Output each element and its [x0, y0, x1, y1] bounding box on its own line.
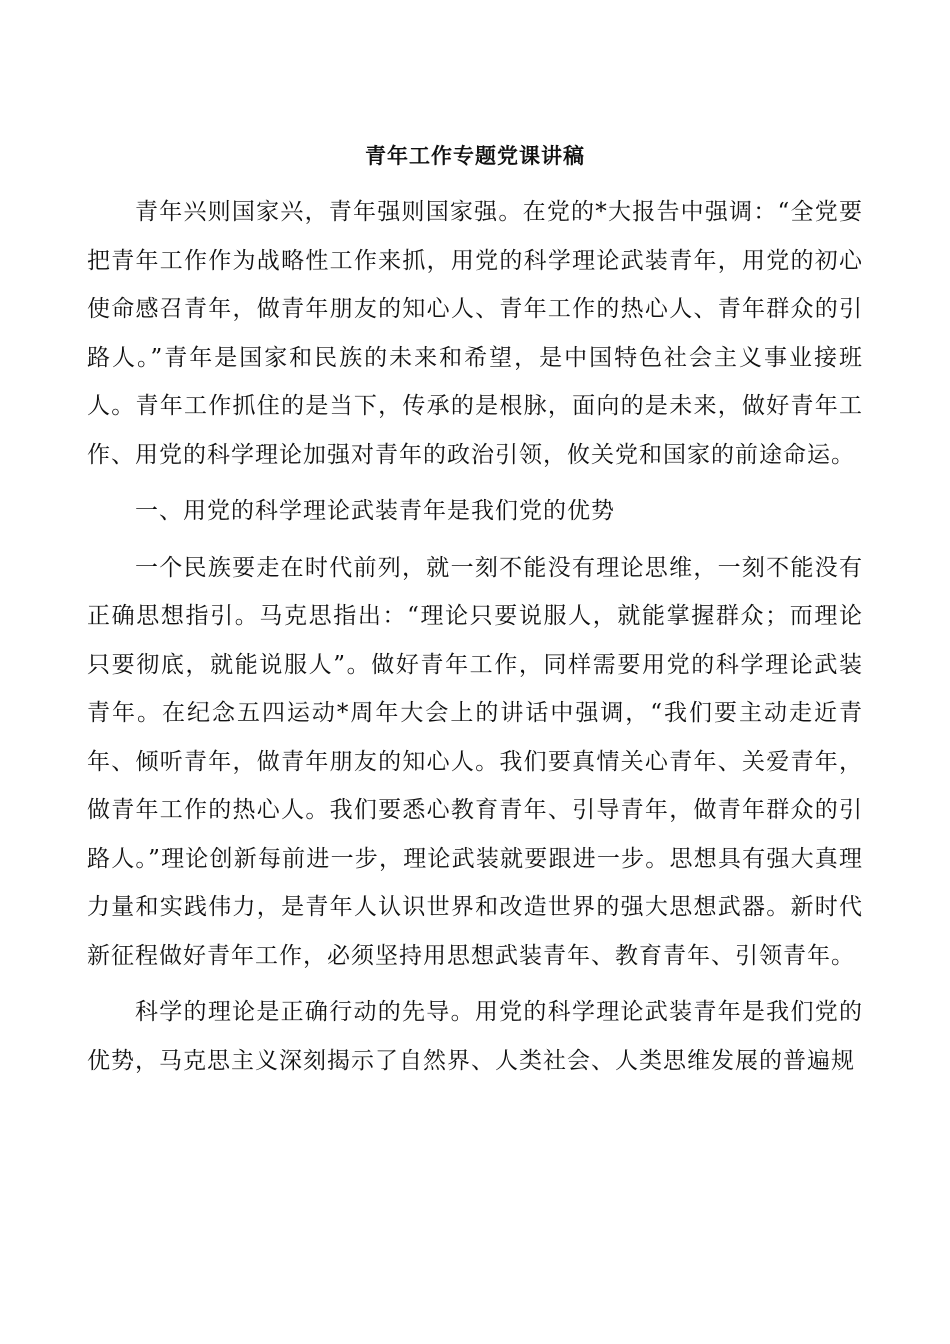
paragraph-spacer — [87, 980, 863, 988]
intro-paragraph: 青年兴则国家兴，青年强则国家强。在党的*大报告中强调：“全党要把青年工作作为战略性工作来抓，用党的科学理论武装青年，用党的初心使命感召青年，做青年朋友的知心人、青年工作的热心人、青年群众的引路人。”青年是国家和民族的未来和希望，是中国特色社会主义事业接班人。青年工作抓住的是当下，传承的是根脉，面向的是未来，做好青年工作、用党的科学理论加强对青年的政治引领，攸关党和国家的前途命运。 — [87, 199, 863, 468]
document-title: 青年工作专题党课讲稿 — [365, 144, 585, 168]
document-body — [87, 188, 863, 1085]
paragraph-spacer — [87, 536, 863, 544]
section-heading: 一、用党的科学理论武装青年是我们党的优势 — [135, 498, 615, 524]
body-paragraph: 一个民族要走在时代前列，就一刻不能没有理论思维，一刻不能没有正确思想指引。马克思指出：“理论只要说服人，就能掌握群众；而理论只要彻底，就能说服人”。做好青年工作，同样需要用党的科学理论武装青年。在纪念五四运动*周年大会上的讲话中强调，“我们要主动走近青年、倾听青年，做青年朋友的知心人。我们要真情关心青年、关爱青年，做青年工作的热心人。我们要悉心教育青年、引导青年，做青年群众的引路人。”理论创新每前进一步，理论武装就要跟进一步。思想具有强大真理力量和实践伟力，是青年人认识世界和改造世界的强大思想武器。新时代新征程做好青年工作，必须坚持用思想武装青年、教育青年、引领青年。 — [87, 554, 863, 969]
body-paragraph: 科学的理论是正确行动的先导。用党的科学理论武装青年是我们党的优势，马克思主义深刻揭示了自然界、人类社会、人类思维发展的普遍规 — [87, 999, 863, 1074]
paragraph-spacer — [87, 479, 863, 487]
